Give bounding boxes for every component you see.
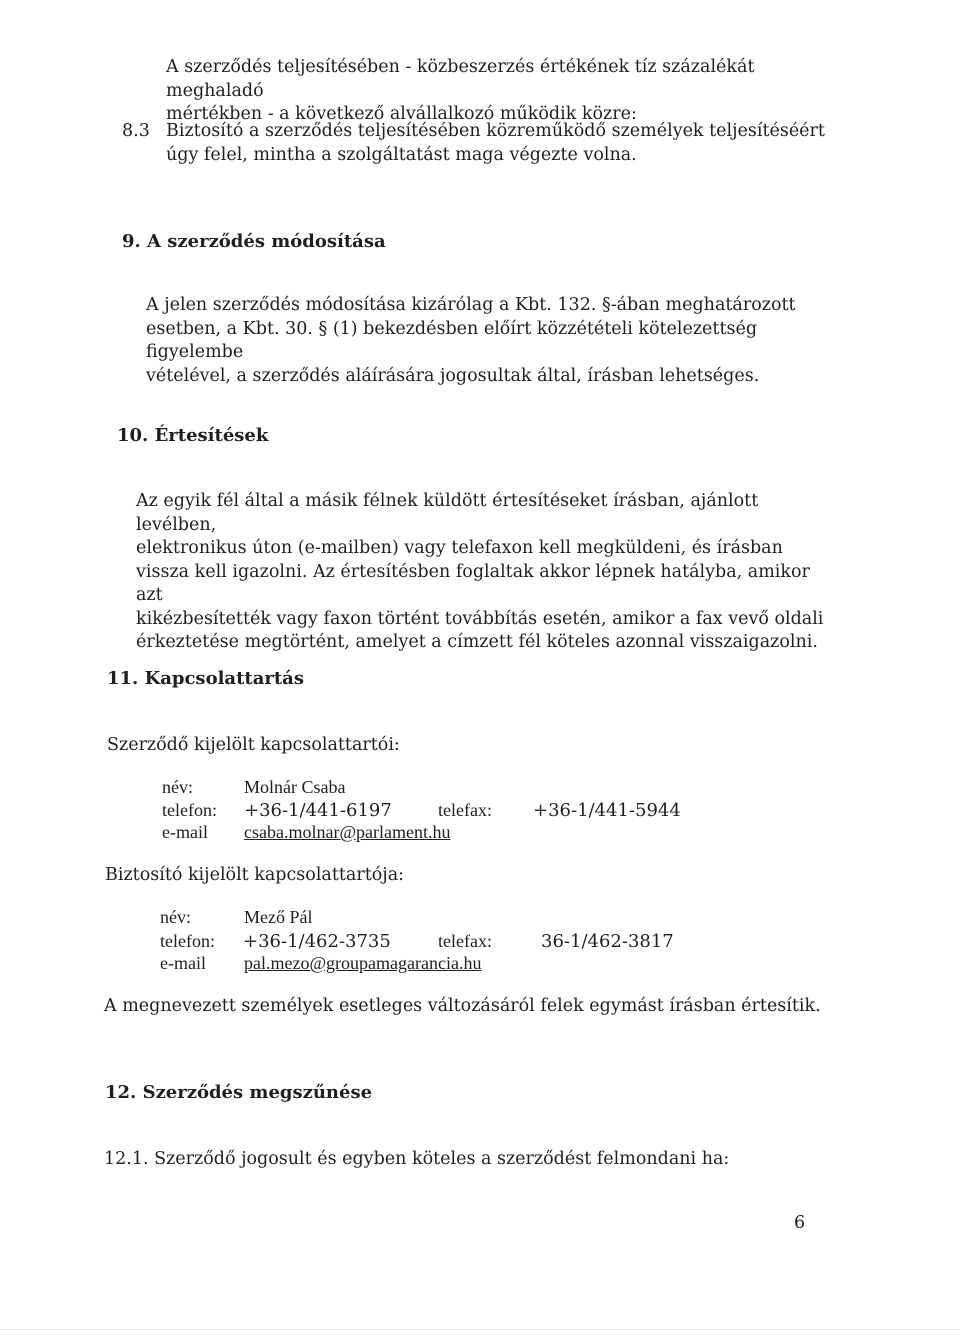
section-9-line-1: A jelen szerződés módosítása kizárólag a Kbt. 132. §-ában meghatározott: [146, 295, 796, 315]
section-10-paragraph: [136, 490, 826, 655]
section-12-heading: 12. Szerződés megszűnése: [105, 1082, 373, 1103]
section-11-heading: 11. Kapcsolattartás: [107, 668, 304, 689]
section-10-line-3: vissza kell igazolni. Az értesítésben foglaltak akkor lépnek hatályba, amikor azt: [136, 561, 810, 605]
insurer-phone-label: telefon:: [160, 931, 215, 951]
contractor-fax-label: telefax:: [438, 800, 492, 820]
contractor-phone-label: telefon:: [162, 800, 217, 820]
section-9-line-3: vételével, a szerződés aláírására jogosultak által, írásban lehetséges.: [146, 365, 760, 386]
page-bottom-divider: [0, 1329, 960, 1330]
insurer-name: Mező Pál: [244, 907, 313, 927]
clause-8-3-line-1: Biztosító a szerződés teljesítésében közreműködő személyek teljesítéséért: [166, 121, 825, 141]
contractor-fax: +36-1/441-5944: [533, 800, 681, 821]
section-9-heading: 9. A szerződés módosítása: [122, 231, 386, 252]
insurer-phone: +36-1/462-3735: [243, 931, 391, 952]
clause-8-3-line-2: úgy felel, mintha a szolgáltatást maga végezte volna.: [166, 144, 637, 165]
section-10-heading: 10. Értesítések: [117, 425, 269, 446]
insurer-fax-label: telefax:: [438, 931, 492, 951]
clause-12-1: 12.1. Szerződő jogosult és egyben köteles a szerződést felmondani ha:: [104, 1149, 730, 1169]
section-9-line-2: esetben, a Kbt. 30. § (1) bekezdésben előírt közzétételi kötelezettség figyelembe: [146, 318, 758, 362]
contractor-name: Molnár Csaba: [244, 777, 346, 797]
intro-line-2: mértékben - a következő alvállalkozó működik közre:: [166, 104, 637, 124]
contractor-phone: +36-1/441-6197: [244, 800, 392, 821]
section-10-line-1: Az egyik fél által a másik félnek küldött értesítéseket írásban, ajánlott levélben,: [136, 491, 759, 535]
insurer-fax: 36-1/462-3817: [541, 931, 674, 952]
section-10-line-2: elektronikus úton (e-mailben) vagy telefaxon kell megküldeni, és írásban: [136, 538, 783, 558]
intro-line-1: A szerződés teljesítésében - közbeszerzés értékének tíz százalékát meghaladó: [166, 57, 755, 101]
clause-8-3-text: [166, 120, 826, 167]
contractor-email-link[interactable]: csaba.molnar@parlament.hu: [244, 822, 451, 842]
contacts-closing-sentence: A megnevezett személyek esetleges változásáról felek egymást írásban értesítik.: [104, 996, 821, 1016]
contractor-email-label: e-mail: [162, 822, 208, 842]
insurer-email-label: e-mail: [160, 953, 206, 973]
insurer-contacts-title: Biztosító kijelölt kapcsolattartója:: [105, 865, 405, 885]
clause-8-3-number: 8.3: [122, 121, 150, 141]
contractor-contacts-title: Szerződő kijelölt kapcsolattartói:: [107, 735, 400, 755]
section-10-line-5: érkeztetése megtörtént, amelyet a címzett fél köteles azonnal visszaigazolni.: [136, 632, 818, 652]
section-10-line-4: kikézbesítették vagy faxon történt továbbítás esetén, amikor a fax vevő oldali: [136, 608, 824, 629]
intro-paragraph: [166, 56, 826, 127]
page-number: 6: [794, 1213, 806, 1233]
insurer-email-link[interactable]: pal.mezo@groupamagarancia.hu: [244, 953, 482, 973]
contractor-name-label: név:: [162, 777, 193, 797]
insurer-name-label: név:: [160, 907, 191, 927]
section-9-paragraph: [146, 294, 826, 388]
